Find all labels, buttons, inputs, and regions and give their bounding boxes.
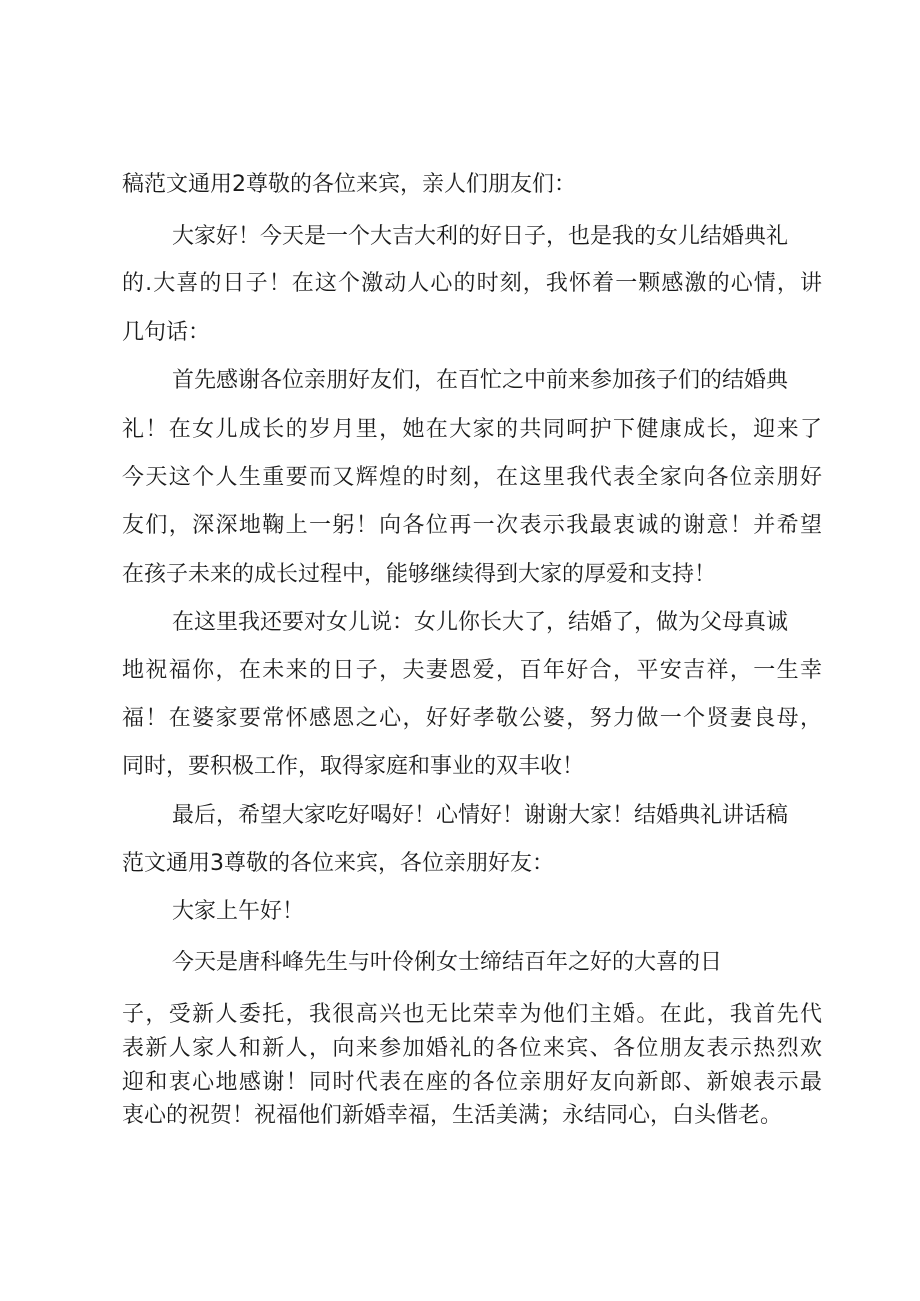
text-line: 稿范文通用2尊敬的各位来宾，亲人们朋友们：	[122, 172, 576, 197]
text-line: 今天这个人生重要而又辉煌的时刻，在这里我代表全家向各位亲朋好	[122, 465, 822, 490]
text-line: 大家上午好！	[172, 899, 305, 924]
text-line: 迎和衷心地感谢！同时代表在座的各位亲朋好友向新郎、新娘表示最	[122, 1070, 822, 1095]
text-line: 首先感谢各位亲朋好友们，在百忙之中前来参加孩子们的结婚典	[172, 368, 789, 393]
text-line: 友们，深深地鞠上一躬！向各位再一次表示我最衷诚的谢意！并希望	[122, 513, 822, 538]
text-line: 子，受新人委托，我很高兴也无比荣幸为他们主婚。在此，我首先代	[122, 1002, 822, 1027]
text-line: 大家好！今天是一个大吉大利的好日子，也是我的女儿结婚典礼	[172, 224, 789, 249]
text-line: 福！在婆家要常怀感恩之心，好好孝敬公婆，努力做一个贤妻良母，	[122, 706, 822, 731]
text-line: 衷心的祝贺！祝福他们新婚幸福，生活美满；永结同心，白头偕老。	[122, 1103, 783, 1128]
text-line: 在这里我还要对女儿说：女儿你长大了，结婚了，做为父母真诚	[172, 610, 789, 635]
text-line: 最后，希望大家吃好喝好！心情好！谢谢大家！结婚典礼讲话稿	[172, 803, 789, 828]
text-line: 几句话：	[122, 320, 211, 345]
text-line: 礼！在女儿成长的岁月里，她在大家的共同呵护下健康成长，迎来了	[122, 417, 822, 442]
text-line: 表新人家人和新人，向来参加婚礼的各位来宾、各位朋友表示热烈欢	[122, 1036, 822, 1061]
text-line: 同时，要积极工作，取得家庭和事业的双丰收！	[122, 754, 585, 779]
text-line: 的.大喜的日子！在这个激动人心的时刻，我怀着一颗感激的心情，讲	[122, 271, 822, 296]
text-line: 在孩子未来的成长过程中，能够继续得到大家的厚爱和支持！	[122, 562, 717, 587]
text-line: 范文通用3尊敬的各位来宾，各位亲朋好友：	[122, 851, 554, 876]
text-line: 今天是唐科峰先生与叶伶俐女士缔结百年之好的大喜的日	[172, 950, 723, 975]
text-line: 地祝福你，在未来的日子，夫妻恩爱，百年好合，平安吉祥，一生幸	[122, 658, 822, 683]
